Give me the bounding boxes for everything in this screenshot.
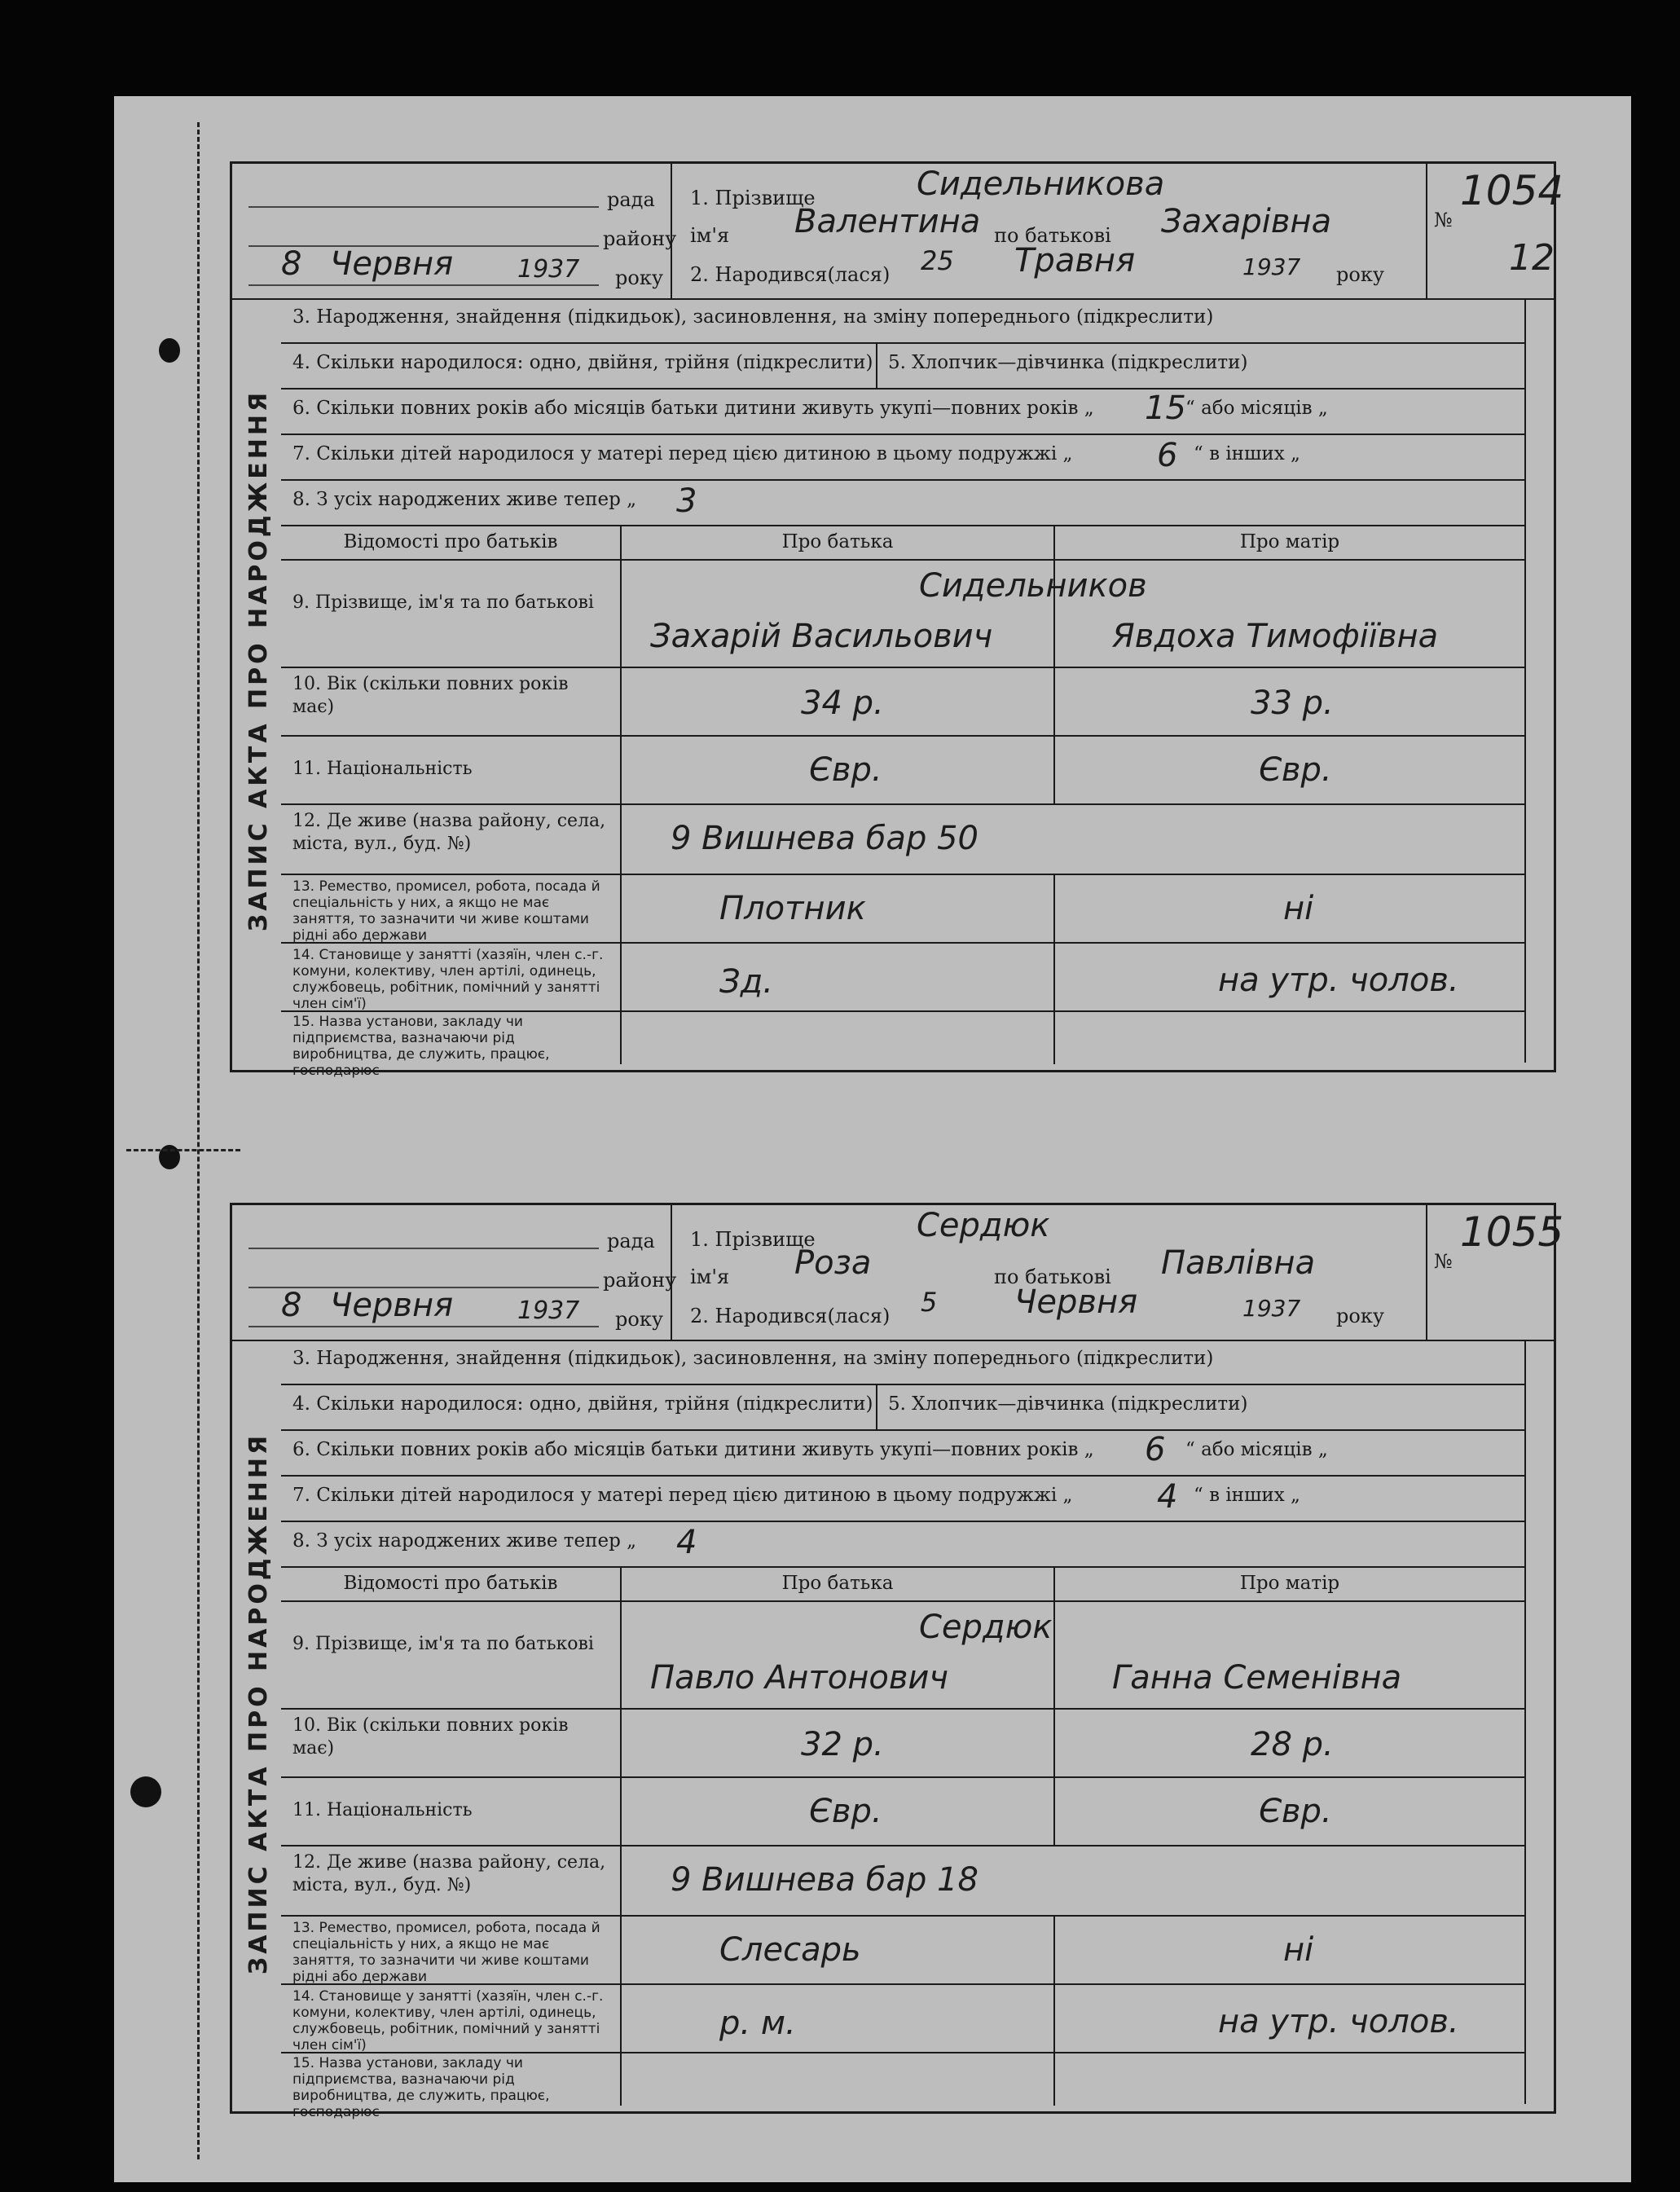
- record-number: 1055: [1460, 1208, 1564, 1256]
- parents-table: [281, 525, 1524, 1079]
- surname-label: 1. Прізвище: [690, 187, 816, 209]
- reg-date-month: Червня: [330, 1287, 454, 1324]
- row-13: 13. Ремество, промисел, робота, посада й спеціальність у них, а якщо не має заняття, то зазначити чи живе коштами рідні або держави Слесарь ні: [281, 1917, 1524, 1985]
- row-4-5: 4. Скільки народилося: одно, двійня, трійня (підкреслити) 5. Хлопчик—дівчинка (підкреслити): [281, 344, 1524, 390]
- mother-age: 33 р.: [1251, 684, 1334, 722]
- row-7: 7. Скільки дітей народилося у матері перед цією дитиною в цьому подружжі „ 6 “ в інших „: [281, 435, 1524, 481]
- surname-label: 1. Прізвище: [690, 1228, 816, 1251]
- row-12: 12. Де живе (назва району, села, міста, вул., буд. №) 9 Вишнева бар 18: [281, 1846, 1524, 1917]
- father-status: р. м.: [719, 2005, 796, 2042]
- perforation-line: [197, 122, 200, 2159]
- row-14: 14. Становище у занятті (хазяїн, член с.-г. комуни, колективу, член артілі, одинець, службовець, робітник, помічний у занятті член сім'ї) р. м. на утр. чолов.: [281, 1985, 1524, 2053]
- row-6: 6. Скільки повних років або місяців батьки дитини живуть укупі—повних років „ 6 “ або місяців „: [281, 1431, 1524, 1477]
- birth-label: 2. Народився(лася): [690, 263, 891, 286]
- number-label: №: [1434, 209, 1453, 231]
- father-occupation: Слесарь: [719, 1931, 861, 1969]
- punch-hole: [130, 1776, 161, 1807]
- father-surname: Сердюк: [919, 1609, 1053, 1646]
- father-name: Захарій Васильович: [650, 618, 993, 655]
- patronymic-label: по батькові: [994, 1265, 1111, 1288]
- row-8: 8. З усіх народжених живе тепер „ 3: [281, 481, 1524, 526]
- row-10: 10. Вік (скільки повних років має) 34 р. 33 р.: [281, 668, 1524, 737]
- birth-roku-label: року: [1336, 263, 1384, 286]
- reg-date-month: Червня: [330, 245, 454, 283]
- row-3: 3. Народження, знайдення (підкидьок), засиновлення, на зміну попереднього (підкреслити): [281, 1340, 1524, 1385]
- parents-address: 9 Вишнева бар 50: [671, 820, 979, 857]
- birth-year: 1937: [1242, 253, 1301, 280]
- children-before: 4: [1157, 1478, 1178, 1516]
- birth-roku-label: року: [1336, 1305, 1384, 1327]
- father-nationality: Євр.: [809, 751, 882, 789]
- row-9: 9. Прізвище, ім'я та по батькові Сидельников Захарій Васильович Явдоха Тимофіївна: [281, 561, 1524, 668]
- row-11: 11. Національність Євр. Євр.: [281, 737, 1524, 805]
- mother-status: на утр. чолов.: [1218, 2003, 1459, 2040]
- row-13: 13. Ремество, промисел, робота, посада й спеціальність у них, а якщо не має заняття, то зазначити чи живе коштами рідні або держави Плотник ні: [281, 875, 1524, 944]
- mother-age: 28 р.: [1251, 1726, 1334, 1763]
- mother-status: на утр. чолов.: [1218, 962, 1459, 999]
- roku-label: року: [615, 266, 663, 289]
- reg-date-day: 8: [281, 245, 302, 283]
- mother-occupation: ні: [1283, 1931, 1314, 1969]
- mother-name: Ганна Семенівна: [1112, 1659, 1402, 1697]
- mother-occupation: ні: [1283, 890, 1314, 927]
- side-title: [235, 1345, 284, 2062]
- row-7: 7. Скільки дітей народилося у матері перед цією дитиною в цьому подружжі „ 4 “ в інших „: [281, 1477, 1524, 1522]
- birth-record-card-1: [230, 161, 1564, 1079]
- row-6: 6. Скільки повних років або місяців батьки дитини живуть укупі—повних років „ 15 “ або місяців „: [281, 390, 1524, 435]
- cut-line: [126, 1149, 240, 1151]
- record-header: [232, 164, 1564, 300]
- birth-day: 25: [921, 245, 954, 276]
- mother-nationality: Євр.: [1259, 1793, 1332, 1830]
- birth-label: 2. Народився(лася): [690, 1305, 891, 1327]
- father-name: Павло Антонович: [650, 1659, 949, 1697]
- child-name: Роза: [794, 1244, 872, 1282]
- birth-record-card-2: [230, 1203, 1564, 2120]
- patronymic-label: по батькові: [994, 224, 1111, 247]
- row-10: 10. Вік (скільки повних років має) 32 р. 28 р.: [281, 1710, 1524, 1778]
- row-3: 3. Народження, знайдення (підкидьок), засиновлення, на зміну попереднього (підкреслити): [281, 298, 1524, 344]
- col-father: Про батька: [781, 1573, 894, 1594]
- col-info: Відомості про батьків: [343, 1573, 558, 1594]
- mother-name: Явдоха Тимофіївна: [1112, 618, 1439, 655]
- punch-hole: [159, 338, 180, 363]
- father-occupation: Плотник: [719, 890, 866, 927]
- child-surname: Сердюк: [917, 1207, 1050, 1244]
- birth-month: Червня: [1014, 1283, 1138, 1321]
- record-number-block: [1427, 164, 1564, 298]
- side-title-text: ЗАПИС АКТА ПРО НАРОДЖЕННЯ: [244, 1432, 274, 1974]
- number-label: №: [1434, 1250, 1453, 1273]
- child-patronymic: Павлівна: [1161, 1244, 1316, 1282]
- father-nationality: Євр.: [809, 1793, 882, 1830]
- married-years: 6: [1145, 1431, 1166, 1468]
- father-age: 32 р.: [801, 1726, 884, 1763]
- living-children: 4: [676, 1524, 697, 1561]
- mother-nationality: Євр.: [1259, 751, 1332, 789]
- married-years: 15: [1145, 390, 1186, 427]
- father-status: Зд.: [719, 963, 774, 1001]
- row-9: 9. Прізвище, ім'я та по батькові Сердюк Павло Антонович Ганна Семенівна: [281, 1602, 1524, 1710]
- living-children: 3: [676, 482, 697, 520]
- roku-label: року: [615, 1308, 663, 1331]
- reg-year: 1937: [517, 255, 580, 284]
- row-15: 15. Назва установи, закладу чи підприємства, вазначаючи рід виробництва, де служить, працює, господарює: [281, 1012, 1524, 1064]
- birth-month: Травня: [1014, 242, 1136, 280]
- row-14: 14. Становище у занятті (хазяїн, член с.-г. комуни, колективу, член артілі, одинець, службовець, робітник, помічний у занятті член сім'ї) Зд. на утр. чолов.: [281, 944, 1524, 1012]
- row-4-5: 4. Скільки народилося: одно, двійня, трійня (підкреслити) 5. Хлопчик—дівчинка (підкреслити): [281, 1385, 1524, 1431]
- col-mother: Про матір: [1239, 531, 1340, 552]
- col-father: Про батька: [781, 531, 894, 552]
- children-before: 6: [1157, 437, 1178, 474]
- side-title: [235, 302, 284, 1019]
- child-patronymic: Захарівна: [1161, 203, 1332, 240]
- father-surname: Сидельников: [919, 567, 1147, 605]
- reg-year: 1937: [517, 1296, 580, 1325]
- record-number-extra: 12: [1509, 237, 1555, 279]
- record-header: [232, 1205, 1564, 1341]
- rada-label: рада: [607, 188, 655, 211]
- raion-label: району: [603, 227, 677, 250]
- row-15: 15. Назва установи, закладу чи підприємства, вазначаючи рід виробництва, де служить, працює, господарює: [281, 2053, 1524, 2106]
- col-info: Відомості про батьків: [343, 531, 558, 552]
- birth-year: 1937: [1242, 1295, 1301, 1322]
- parents-table: [281, 1566, 1524, 2120]
- raion-label: району: [603, 1269, 677, 1292]
- child-name: Валентина: [794, 203, 981, 240]
- row-8: 8. З усіх народжених живе тепер „ 4: [281, 1522, 1524, 1568]
- rada-label: рада: [607, 1230, 655, 1252]
- row-12: 12. Де живе (назва району, села, міста, вул., буд. №) 9 Вишнева бар 50: [281, 805, 1524, 875]
- record-number-block: [1427, 1205, 1564, 1340]
- registration-block: [232, 164, 677, 298]
- side-title-text: ЗАПИС АКТА ПРО НАРОДЖЕННЯ: [244, 389, 274, 931]
- row-11: 11. Національність Євр. Євр.: [281, 1778, 1524, 1846]
- child-block: [672, 1205, 1427, 1340]
- record-number: 1054: [1460, 167, 1564, 214]
- name-label: ім'я: [690, 224, 730, 247]
- parents-address: 9 Вишнева бар 18: [671, 1861, 979, 1899]
- birth-day: 5: [921, 1287, 938, 1318]
- name-label: ім'я: [690, 1265, 730, 1288]
- father-age: 34 р.: [801, 684, 884, 722]
- reg-date-day: 8: [281, 1287, 302, 1324]
- registration-block: [232, 1205, 677, 1340]
- child-block: [672, 164, 1427, 298]
- child-surname: Сидельникова: [917, 165, 1165, 203]
- col-mother: Про матір: [1239, 1573, 1340, 1594]
